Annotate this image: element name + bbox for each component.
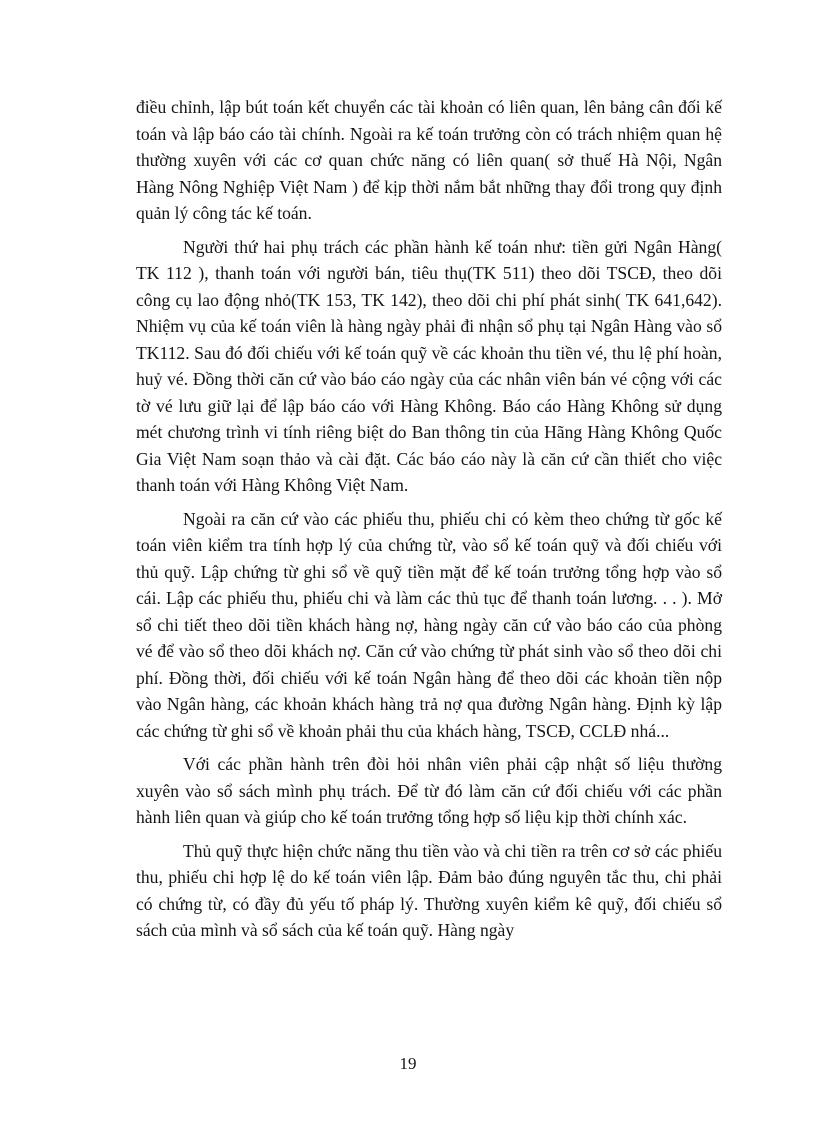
paragraph-4: Với các phần hành trên đòi hỏi nhân viên phải cập nhật số liệu thường xuyên vào sổ sách mình phụ trách. Để từ đó làm căn cứ đối chiếu với các phần hành liên quan và giúp cho kế toán trưởng tổng hợp số liệu kịp thời chính xác. [136, 754, 722, 827]
document-body [136, 94, 722, 951]
paragraph-5: Thủ quỹ thực hiện chức năng thu tiền vào và chi tiền ra trên cơ sở các phiếu thu, phiếu chi hợp lệ do kế toán viên lập. Đảm bảo đúng nguyên tắc thu, chi phải có chứng từ, có đầy đủ yếu tố pháp lý. Thường xuyên kiểm kê quỹ, đối chiếu sổ sách của mình và sổ sách của kế toán quỹ. Hàng ngày [136, 840, 722, 940]
page-number: 19 [399, 1054, 417, 1073]
paragraph-3: Ngoài ra căn cứ vào các phiếu thu, phiếu chi có kèm theo chứng từ gốc kế toán viên kiểm tra tính hợp lý của chứng từ, vào sổ kế toán quỹ và đối chiếu với thủ quỹ. Lập chứng từ ghi sổ về quỹ tiền mặt để kế toán trưởng tổng hợp vào sổ cái. Lập các phiếu thu, phiếu chi và làm các thủ tục để thanh toán lương. . . ). Mở sổ chi tiết theo dõi tiền khách hàng nợ, hàng ngày căn cứ vào báo cáo của phòng vé để vào sổ theo dõi khách nợ. Căn cứ vào chứng từ phát sinh vào sổ theo dõi chi phí. Đồng thời, đối chiếu với kế toán Ngân hàng để theo dõi các khoản tiền nộp vào Ngân hàng, các khoản khách hàng trả nợ qua đường Ngân hàng. Định kỳ lập các chứng từ ghi sổ về khoản phải thu của khách hàng, TSCĐ, CCLĐ nhá... [136, 508, 722, 741]
paragraph-1: điều chỉnh, lập bút toán kết chuyển các tài khoản có liên quan, lên bảng cân đối kế toán và lập báo cáo tài chính. Ngoài ra kế toán trưởng còn có trách nhiệm quan hệ thường xuyên với các cơ quan chức năng có liên quan( sở thuế Hà Nội, Ngân Hàng Nông Nghiệp Việt Nam ) để kịp thời nắm bắt những thay đổi trong quy định quản lý công tác kế toán. [136, 97, 722, 223]
paragraph-2: Người thứ hai phụ trách các phần hành kế toán như: tiền gửi Ngân Hàng( TK 112 ), thanh toán với người bán, tiêu thụ(TK 511) theo dõi TSCĐ, theo dõi công cụ lao động nhỏ(TK 153, TK 142), theo dõi chi phí phát sinh( TK 641,642). Nhiệm vụ của kế toán viên là hàng ngày phải đi nhận sổ phụ tại Ngân Hàng vào sổ TK112. Sau đó đối chiếu với kế toán quỹ về các khoản thu tiền vé, thu lệ phí hoàn, huỷ vé. Đồng thời căn cứ vào báo cáo ngày của các nhân viên bán vé cộng với các tờ vé lưu giữ lại để lập báo cáo với Hàng Không. Báo cáo Hàng Không sử dụng mét chương trình vi tính riêng biệt do Ban thông tin của Hãng Hàng Không Quốc Gia Việt Nam soạn thảo và cài đặt. Các báo cáo này là căn cứ cần thiết cho việc thanh toán với Hàng Không Việt Nam. [136, 236, 722, 495]
